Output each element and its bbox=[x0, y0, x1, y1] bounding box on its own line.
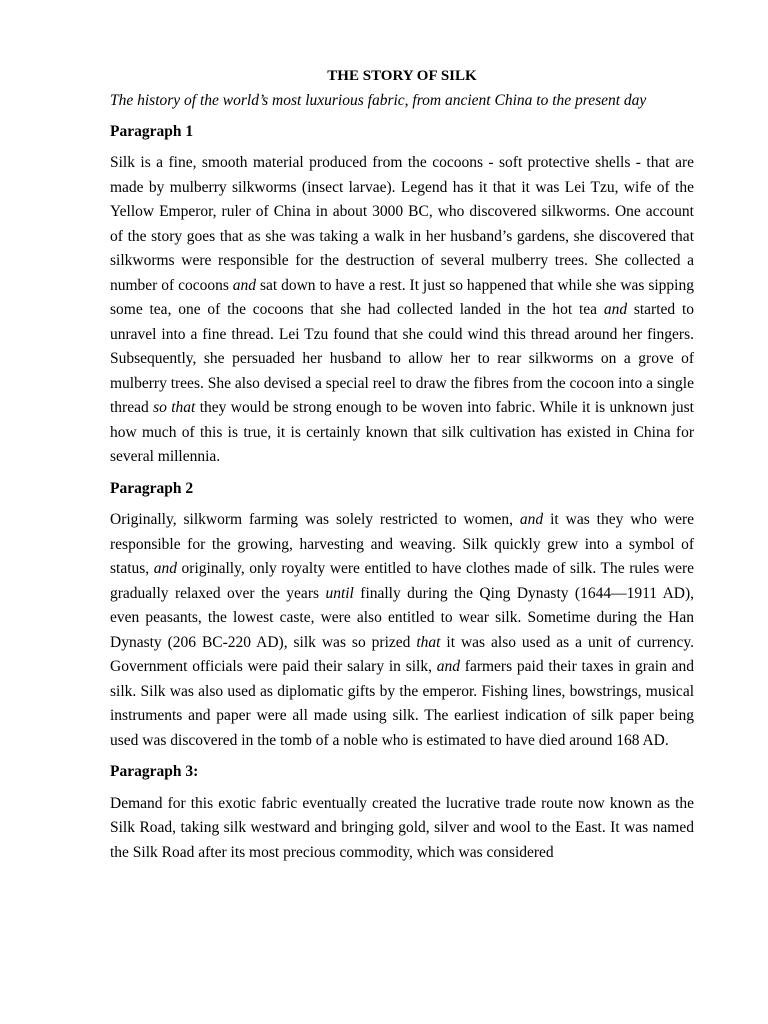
emphasis-run: so that bbox=[153, 399, 196, 416]
text-run: Demand for this exotic fabric eventually created the lucrative trade route now known as the Silk Road, taking silk westward and bringing gold, silver and wool to the East. It was named the Silk Road after its most precious commodity, which was considered bbox=[110, 794, 694, 861]
document-subtitle: The history of the world’s most luxurious fabric, from ancient China to the present day bbox=[110, 92, 647, 109]
text-run: Originally, silkworm farming was solely restricted to women, bbox=[110, 511, 520, 528]
section-heading-2: Paragraph 2 bbox=[110, 479, 194, 497]
section-body-1 bbox=[110, 151, 694, 470]
emphasis-run: and bbox=[519, 511, 544, 528]
emphasis-run: and bbox=[232, 276, 257, 294]
text-run: finally during the Qing Dynasty (1644—1911 AD), even peasants, the lowest caste, were also entitled to wear silk. Sometime during the Han Dynasty (206 BC-220 AD), silk was so prized bbox=[110, 584, 694, 651]
emphasis-run: until bbox=[325, 584, 354, 602]
section-body-2 bbox=[110, 508, 694, 753]
document-title: THE STORY OF SILK bbox=[327, 68, 477, 84]
text-run: they would be strong enough to be woven into fabric. While it is unknown just how much of this is true, it is certainly known that silk cultivation has existed in China for several millennia. bbox=[110, 399, 694, 465]
text-run: sat down to have a rest. It just so happened that while she was sipping some tea, one of the cocoons that she had collected landed in the hot tea bbox=[110, 276, 694, 318]
text-run: started to unravel into a fine thread. Lei Tzu found that she could wind this thread around her fingers. Subsequently, she persuaded her husband to allow her to rear silkworms on a grove of mulberry trees. She also devised a special reel to draw the fibres from the cocoon into a single thread bbox=[110, 301, 694, 416]
emphasis-run: and bbox=[153, 560, 177, 577]
section-heading-3: Paragraph 3: bbox=[110, 763, 199, 780]
text-run: it was also used as a unit of currency. Government officials were paid their salary in silk, bbox=[110, 633, 694, 675]
text-run: Silk is a fine, smooth material produced from the cocoons - soft protective shells - that are made by mulberry silkworms (insect larvae). Legend has it that it was Lei Tzu, wife of the Yellow Emperor, ruler of China in about 3000 BC, who discovered silkworms. One account of the story goes that as she was taking a walk in her husband’s gardens, she discovered that silkworms were responsible for the destruction of several mulberry trees. She collected a number of cocoons bbox=[110, 154, 694, 294]
section-heading-1: Paragraph 1 bbox=[110, 122, 194, 140]
section-body-3 bbox=[110, 792, 694, 866]
emphasis-run: and bbox=[436, 658, 460, 675]
document-page bbox=[110, 64, 694, 872]
emphasis-run: and bbox=[603, 301, 628, 318]
text-run: originally, only royalty were entitled to have clothes made of silk. The rules were gradually relaxed over the years bbox=[110, 560, 694, 602]
emphasis-run: that bbox=[416, 633, 441, 651]
text-run: it was they who were responsible for the growing, harvesting and weaving. Silk quickly grew into a symbol of status, bbox=[110, 511, 694, 577]
text-run: farmers paid their taxes in grain and silk. Silk was also used as diplomatic gifts by the emperor. Fishing lines, bowstrings, musical instruments and paper were all made using silk. The earliest indication of silk paper being used was discovered in the tomb of a noble who is estimated to have died around 168 AD. bbox=[110, 658, 694, 749]
